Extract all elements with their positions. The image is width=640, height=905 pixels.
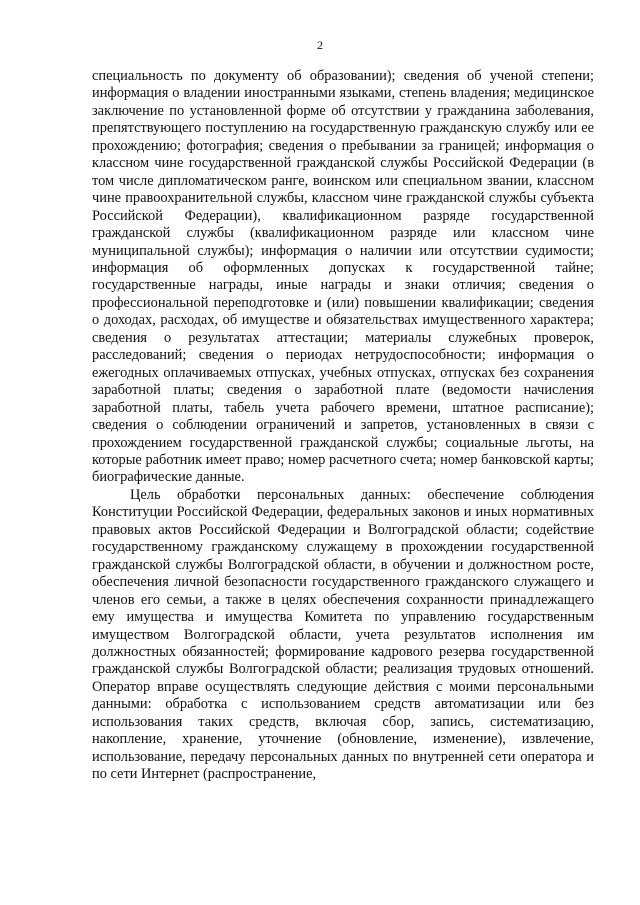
paragraph-personal-data-list: специальность по документу об образовании); сведения об ученой степени; информация о владении иностранными языками, степень владения; медицинское заключение по установленной форме об отсутствии у гражданина заболевания, препятствующего поступлению на государственную гражданскую службу или ее прохождению; фотография; сведения о пребывании за границей; информация о классном чине государственной гражданской службы Российской Федерации (в том числе дипломатическом ранге, воинском или специальном звании, классном чине правоохранительной службы, классном чине гражданской службы субъекта Российской Федерации), квалификационном разряде государственной гражданской службы (квалификационном разряде или классном чине муниципальной службы); информация о наличии или отсутствии судимости; информация об оформленных допусках к государственной тайне; государственные награды, иные награды и знаки отличия; сведения о профессиональной переподготовке и (или) повышении квалификации; сведения о доходах, расходах, об имуществе и обязательствах имущественного характера; сведения о результатах аттестации; материалы служебных проверок, расследований; сведения о периодах нетрудоспособности; информация о ежегодных оплачиваемых отпусках, учебных отпусках, отпусках без сохранения заработной платы; сведения о заработной плате (ведомости начисления заработной платы, табель учета рабочего времени, штатное расписание); сведения о соблюдении ограничений и запретов, установленных в связи с прохождением государственной гражданской службы; социальные льготы, на которые работник имеет право; номер расчетного счета; номер банковской карты; биографические данные. — [92, 68, 594, 486]
paragraph-processing-purpose: Цель обработки персональных данных: обеспечение соблюдения Конституции Российской Федерации, федеральных законов и иных нормативных правовых актов Российской Федерации и Волгоградской области; содействие государственному гражданскому служащему в прохождении государственной гражданской службы Волгоградской области, в обучении и должностном росте, обеспечения личной безопасности государственного гражданского служащего и членов его семьи, а также в целях обеспечения сохранности принадлежащего ему имущества и имущества Комитета по управлению государственным имуществом Волгоградской области, учета результатов исполнения им должностных обязанностей; формирование кадрового резерва государственной гражданской службы Волгоградской области; реализация трудовых отношений. Оператор вправе осуществлять следующие действия с моими персональными данными: обработка с использованием средств автоматизации или без использования таких средств, включая сбор, запись, систематизацию, накопление, хранение, уточнение (обновление, изменение), извлечение, использование, передачу персональных данных по внутренней сети оператора и по сети Интернет (распространение, — [92, 486, 594, 783]
document-body — [92, 68, 594, 784]
page-number: 2 — [317, 38, 323, 52]
